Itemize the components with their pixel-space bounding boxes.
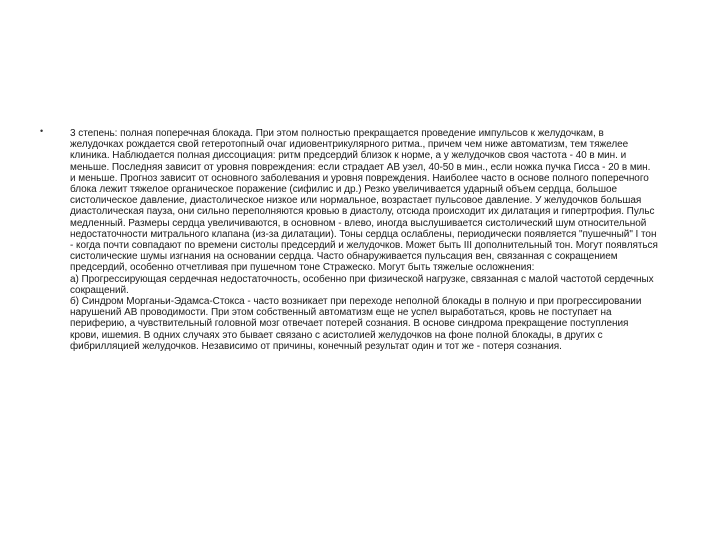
bullet-marker: • [40, 126, 44, 136]
body-text: 3 степень: полная поперечная блокада. При этом полностью прекращается проведение импульсов к желудочкам, в желудочках рождается свой гетеротопный очаг идиовентрикулярного ритма., причем чем ниже автоматизм, тем тяжелее клиника. Наблюдается полная диссоциация: ритм предсердий близок к норме, а у желудочков своя частота - 40 в мин. и меньше. Последняя зависит от уровня повреждения: если страдает АВ узел, 40-50 в мин., если ножка пучка Гисса - 20 в мин. и меньше. Прогноз зависит от основного заболевания и уровня повреждения. Наиболее часто в основе полного поперечного блока лежит тяжелое органическое поражение (сифилис и др.) Резко увеличивается ударный объем сердца, большое систолическое давление, диастолическое низкое или нормальное, возрастает пульсовое давление. У желудочков большая диастолическая пауза, они сильно переполняются кровью в диастолу, отсюда происходит их дилатация и гипертрофия. Пульс медленный. Размеры сердца увеличиваются, в основном - влево, иногда выслушивается систолический шум относительной недостаточности митрального клапана (из-за дилатации). Тоны сердца ослаблены, периодически появляется "пушечный" I тон - когда почти совпадают по времени систолы предсердий и желудочков. Может быть III дополнительный тон. Могут появляться систолические шумы изгнания на основании сердца. Часто обнаруживается пульсация вен, связанная с сокращением предсердий, особенно отчетливая при пушечном тоне Стражеско. Могут быть тяжелые осложнения: а) Прогрессирующая сердечная недостаточность, особенно при физической нагрузке, связанная с малой частотой сердечных сокращений. б) Синдром Морганьи-Эдамса-Стокса - часто возникает при переходе неполной блокады в полную и при прогрессировании нарушений АВ проводимости. При этом собственный автоматизм еще не успел выработаться, кровь не поступает на периферию, а чувствительный головной мозг отвечает потерей сознания. В основе синдрома прекращение поступления крови, ишемия. В одних случаях это бывает связано с асистолией желудочков на фоне полной блокады, в других с фибрилляцией желудочков. Независимо от причины, конечный результат один и тот же - потеря сознания. [70, 128, 658, 352]
